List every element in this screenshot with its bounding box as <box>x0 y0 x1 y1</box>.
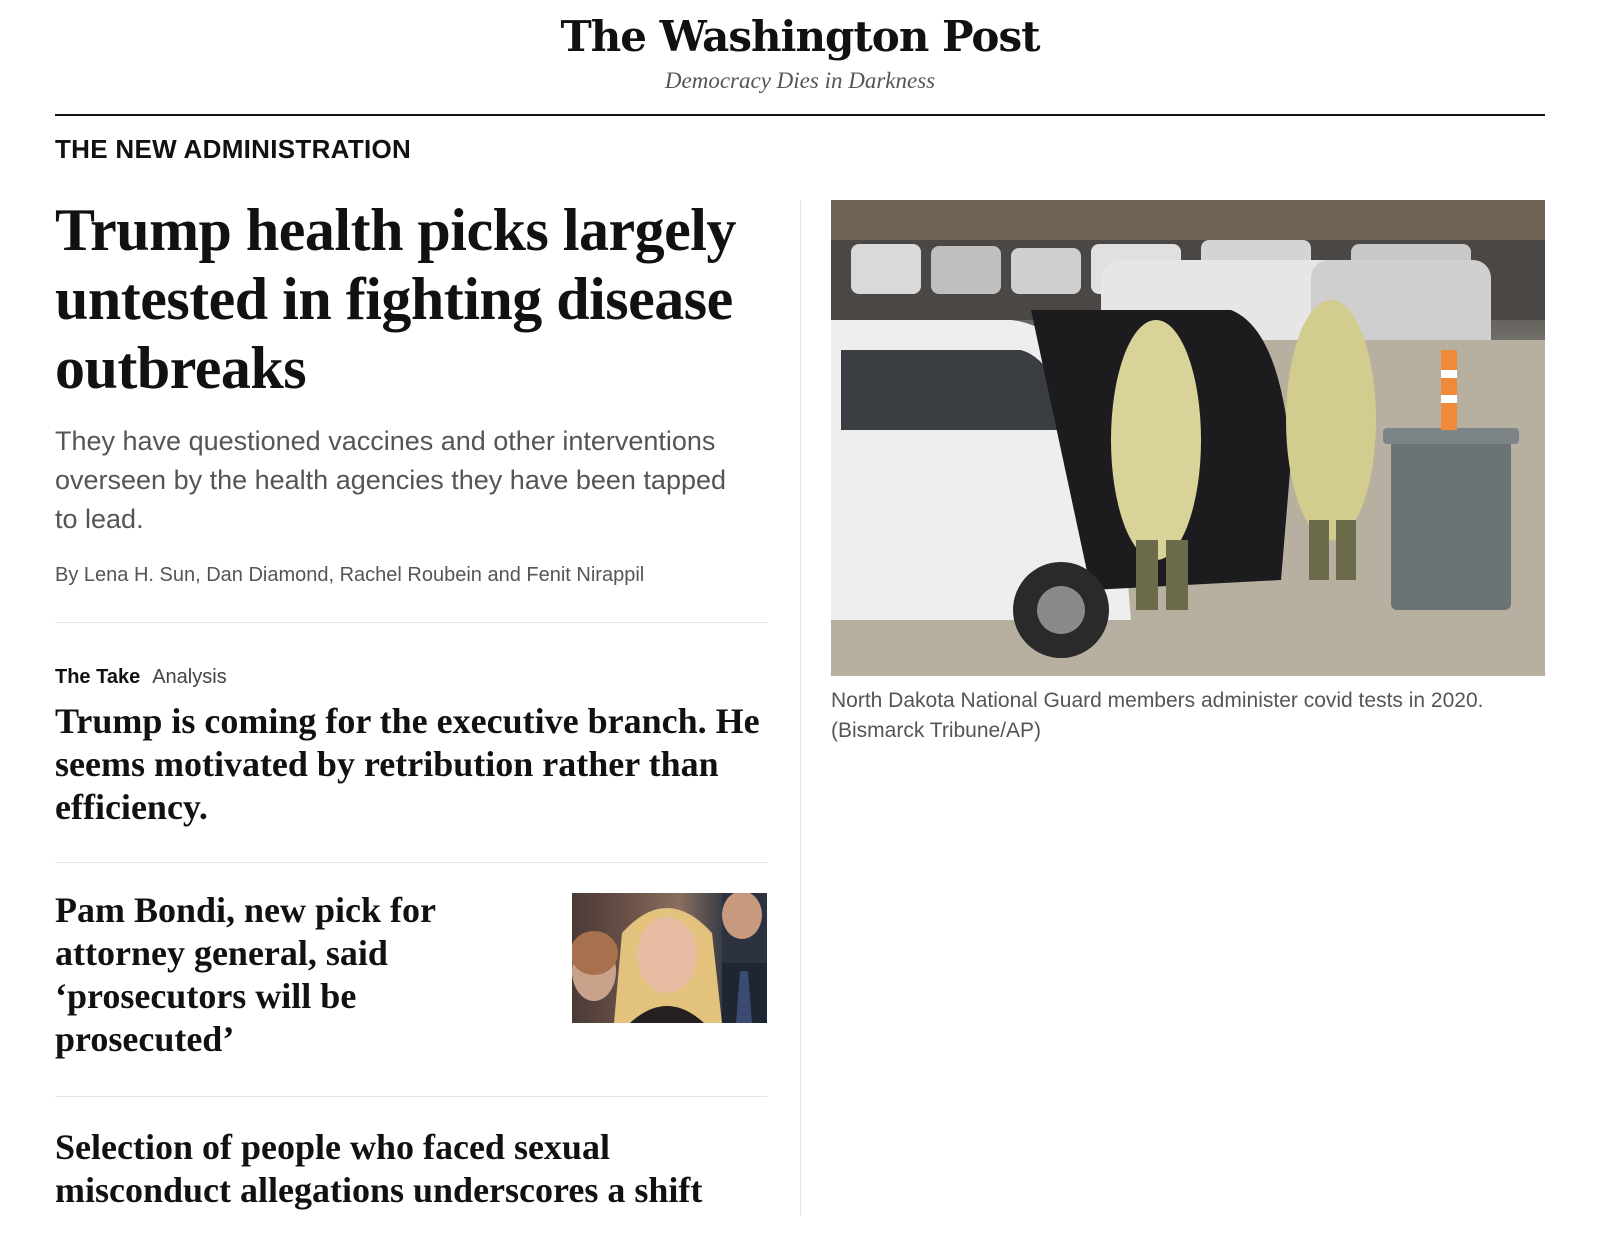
site-logo[interactable]: The Washington Post <box>560 12 1040 61</box>
lead-story-photo[interactable] <box>831 200 1545 676</box>
kicker-the-take-link[interactable]: The Take <box>55 666 141 688</box>
analysis-label: Analysis <box>152 666 227 688</box>
story-headline-sexual-misconduct[interactable]: Selection of people who faced sexual misconduct allegations underscores a shift <box>55 1127 703 1210</box>
masthead-divider <box>55 114 1545 116</box>
story-headline-executive-branch[interactable]: Trump is coming for the executive branch. He seems motivated by retribution rather than efficiency. <box>55 701 760 827</box>
covid-testing-photo-illustration <box>831 200 1545 676</box>
site-tagline: Democracy Dies in Darkness <box>664 68 936 93</box>
story-headline-pam-bondi[interactable]: Pam Bondi, new pick for attorney general, said ‘prosecutors will be prosecuted’ <box>55 890 436 1059</box>
pam-bondi-thumbnail[interactable] <box>572 893 767 1023</box>
lead-story-byline: By Lena H. Sun, Dan Diamond, Rachel Roubein and Fenit Nirappil <box>55 564 645 586</box>
story-divider <box>55 1096 767 1097</box>
section-label[interactable]: THE NEW ADMINISTRATION <box>55 134 412 164</box>
story-divider <box>55 862 767 863</box>
lead-story-headline[interactable]: Trump health picks largely untested in fighting disease outbreaks <box>55 197 736 401</box>
masthead <box>0 0 1600 118</box>
pam-bondi-photo-illustration <box>572 893 767 1023</box>
column-divider <box>800 200 801 1216</box>
lead-photo-caption: North Dakota National Guard members administer covid tests in 2020. (Bismarck Tribune/AP) <box>831 689 1484 742</box>
lead-story-dek: They have questioned vaccines and other interventions overseen by the health agencies they have been tapped to lead. <box>55 426 727 534</box>
story-kicker <box>55 666 227 689</box>
story-divider <box>55 622 767 623</box>
